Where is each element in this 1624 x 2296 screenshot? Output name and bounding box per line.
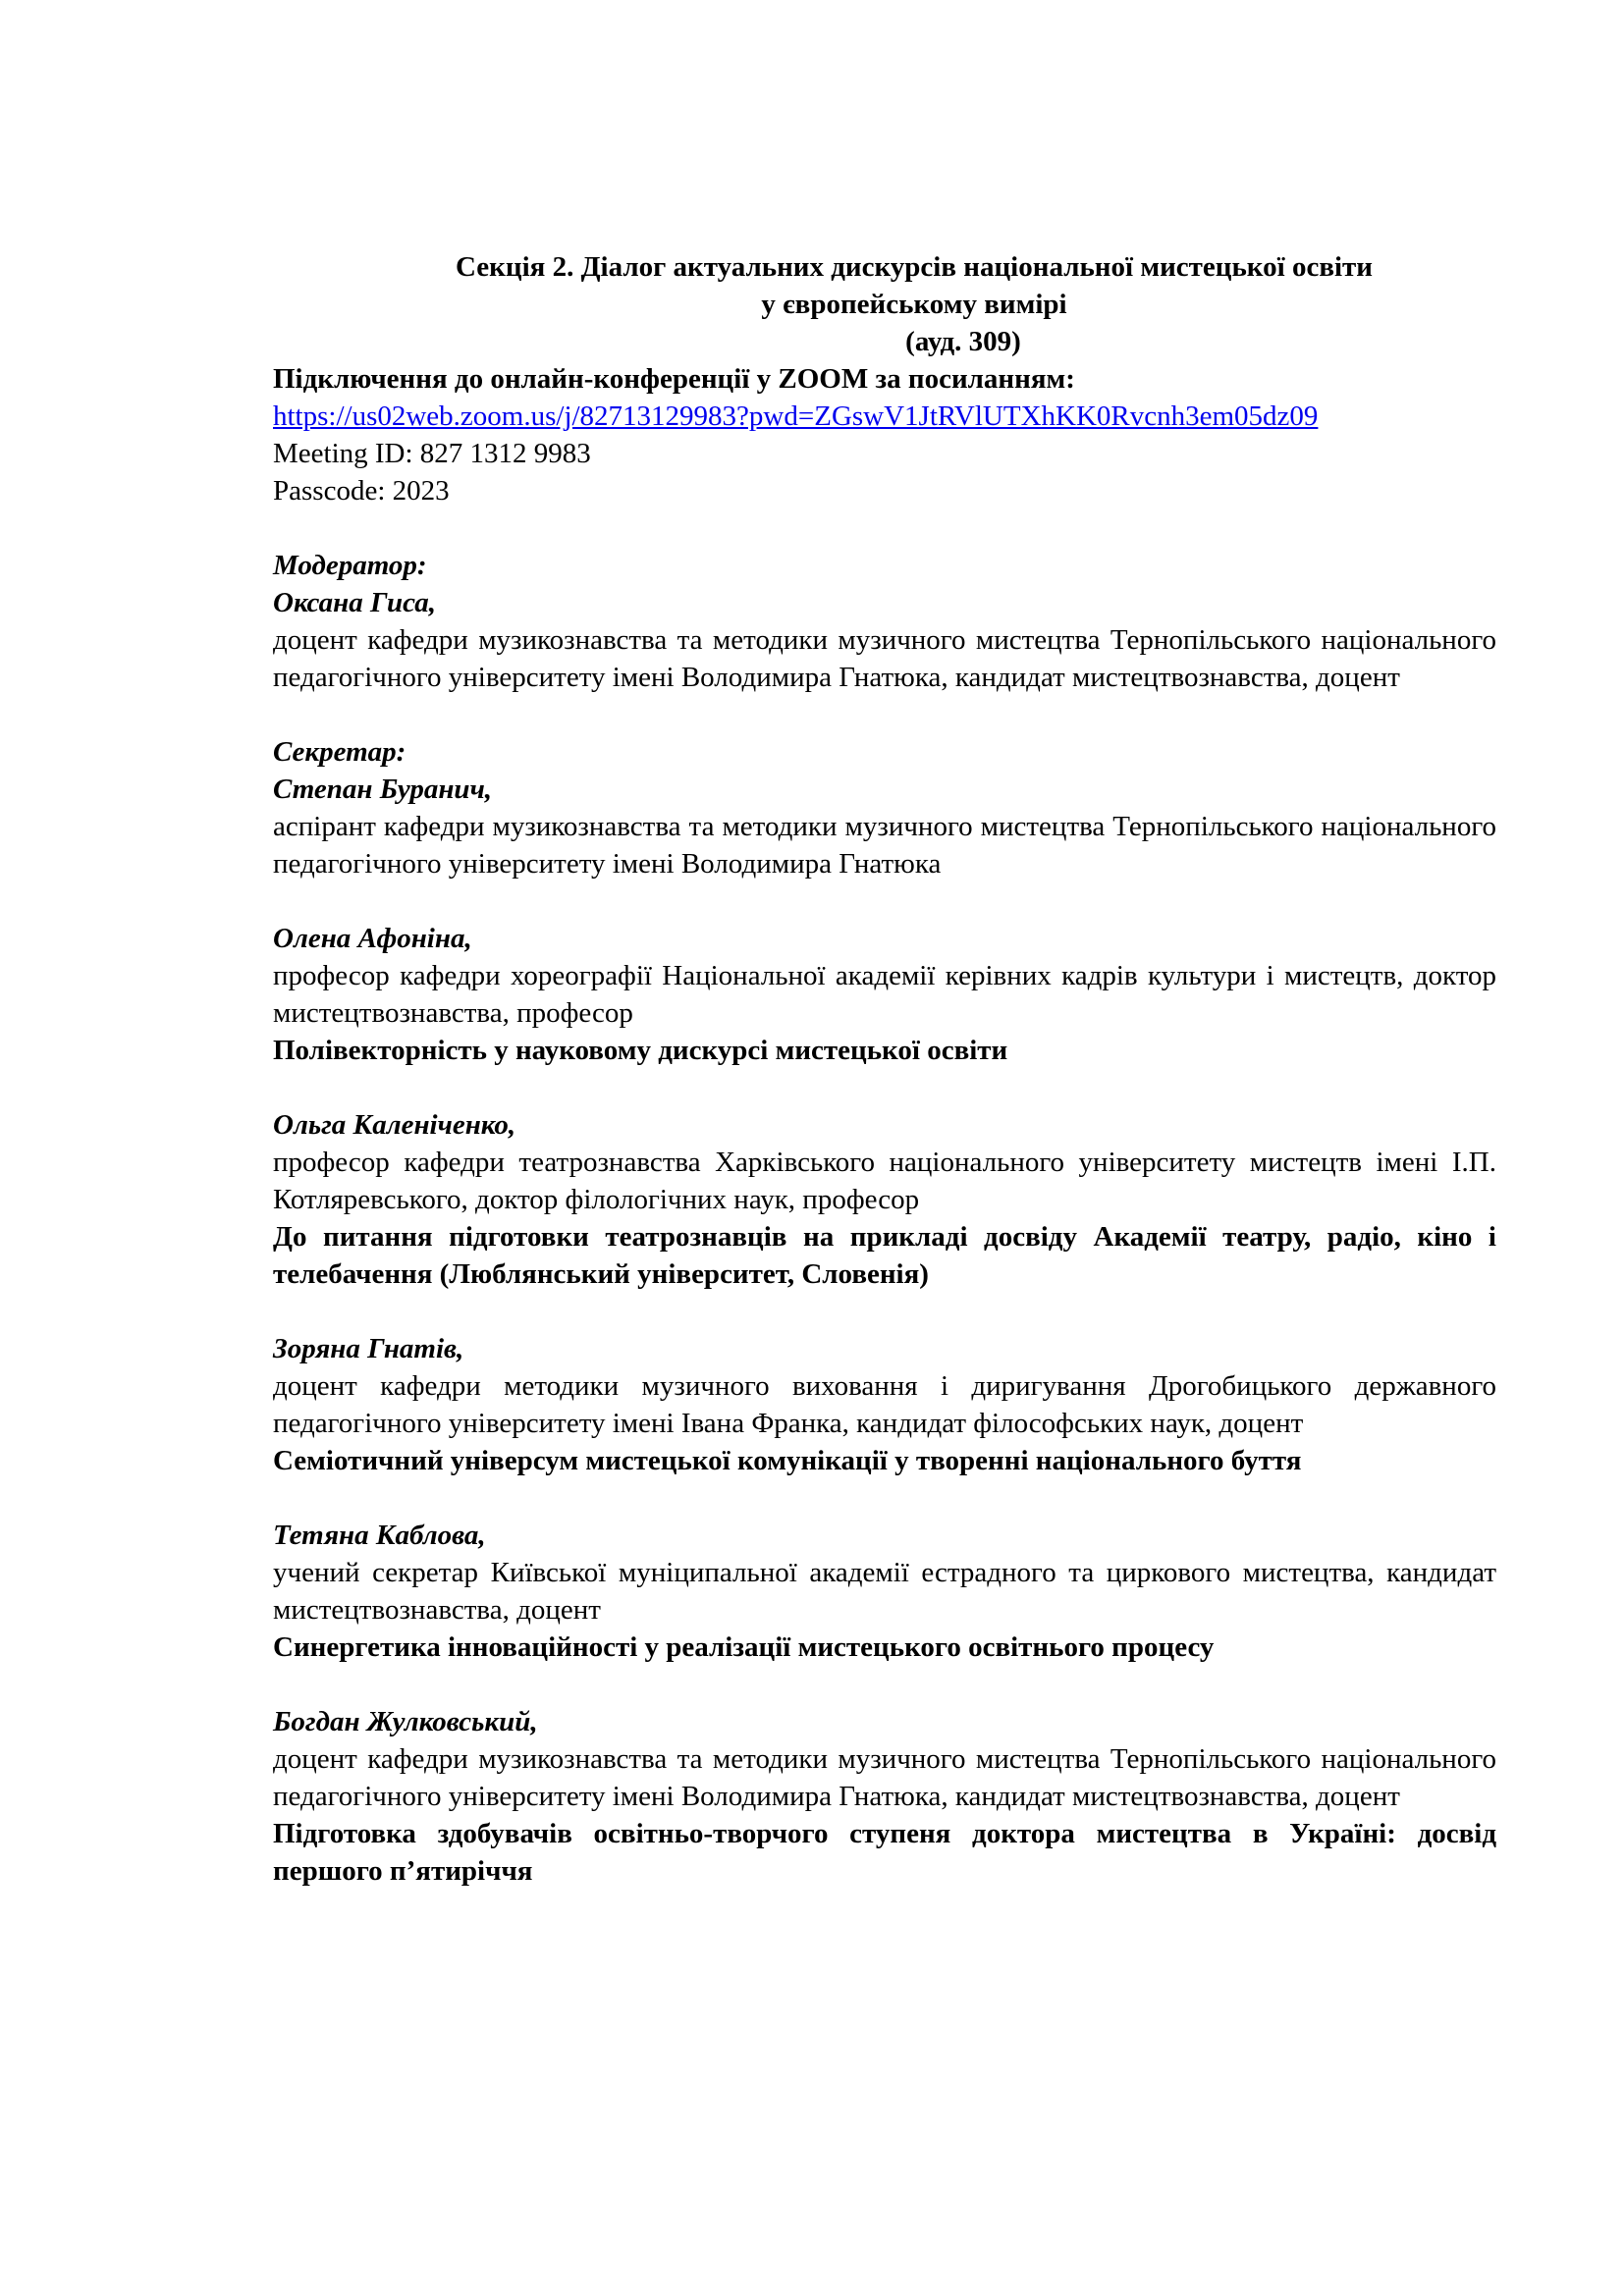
speaker-name: Зоряна Гнатів,: [273, 1333, 464, 1364]
secretary-name: Степан Буранич,: [273, 774, 493, 805]
section-title-line2: у європейському вимірі: [761, 289, 1067, 320]
speaker-entry: [273, 1517, 1496, 1666]
speaker-topic: Синергетика інноваційності у реалізації мистецького освітнього процесу: [273, 1631, 1215, 1663]
speaker-desc: учений секретар Київської муніципальної академії естрадного та циркового мистецтва, кандидат мистецтвознавства, доцент: [273, 1557, 1496, 1626]
speaker-desc: професор кафедри театрознавства Харківського національного університету мистецтв імені І.П. Котляревського, доктор філологічних наук, професор: [273, 1147, 1496, 1215]
speaker-topic: Підготовка здобувачів освітньо-творчого ступеня доктора мистецтва в Україні: досвід першого п’ятиріччя: [273, 1818, 1496, 1887]
speaker-name: Олена Афоніна,: [273, 923, 472, 954]
speaker-name: Ольга Каленіченко,: [273, 1109, 516, 1141]
passcode: Passcode: 2023: [273, 475, 450, 507]
speaker-name: Тетяна Каблова,: [273, 1520, 486, 1551]
zoom-link[interactable]: https://us02web.zoom.us/j/82713129983?pwd=ZGswV1JtRVlUTXhKK0Rvcnh3em05dz09: [273, 400, 1319, 432]
speaker-desc: професор кафедри хореографії Національної академії керівних кадрів культури і мистецтв, доктор мистецтвознавства, професор: [273, 960, 1496, 1029]
secretary-desc: аспірант кафедри музикознавства та методики музичного мистецтва Тернопільського національного педагогічного університету імені Володимира Гнатюка: [273, 811, 1496, 880]
speaker-entry: [273, 920, 1496, 1069]
speaker-desc: доцент кафедри методики музичного виховання і диригування Дрогобицького державного педагогічного університету імені Івана Франка, кандидат філософських наук, доцент: [273, 1370, 1496, 1439]
section-room: (ауд. 309): [905, 326, 1021, 357]
speaker-name: Богдан Жулковський,: [273, 1706, 538, 1737]
section-title: [273, 248, 1496, 360]
secretary-label: Секретар:: [273, 736, 406, 768]
speaker-entry: [273, 1330, 1496, 1479]
speaker-desc: доцент кафедри музикознавства та методики музичного мистецтва Тернопільського національного педагогічного університету імені Володимира Гнатюка, кандидат мистецтвознавства, доцент: [273, 1743, 1496, 1812]
speaker-topic: Полівекторність у науковому дискурсі мистецької освіти: [273, 1035, 1008, 1066]
document-content: [273, 248, 1496, 1890]
meeting-id: Meeting ID: 827 1312 9983: [273, 438, 591, 469]
moderator-name: Оксана Гиса,: [273, 587, 436, 618]
speaker-entry: [273, 1106, 1496, 1293]
section-title-line1: Секція 2. Діалог актуальних дискурсів національної мистецької освіти: [455, 251, 1373, 283]
speaker-topic: До питання підготовки театрознавців на прикладі досвіду Академії театру, радіо, кіно і телебачення (Люблянський університет, Словенія): [273, 1221, 1496, 1290]
speaker-entry: [273, 1703, 1496, 1890]
speaker-topic: Семіотичний універсум мистецької комунікації у творенні національного буття: [273, 1445, 1302, 1476]
moderator-desc: доцент кафедри музикознавства та методики музичного мистецтва Тернопільського національного педагогічного університету імені Володимира Гнатюка, кандидат мистецтвознавства, доцент: [273, 624, 1496, 693]
zoom-heading: Підключення до онлайн-конференції у ZOOM за посиланням:: [273, 363, 1075, 395]
moderator-label: Модератор:: [273, 550, 427, 581]
